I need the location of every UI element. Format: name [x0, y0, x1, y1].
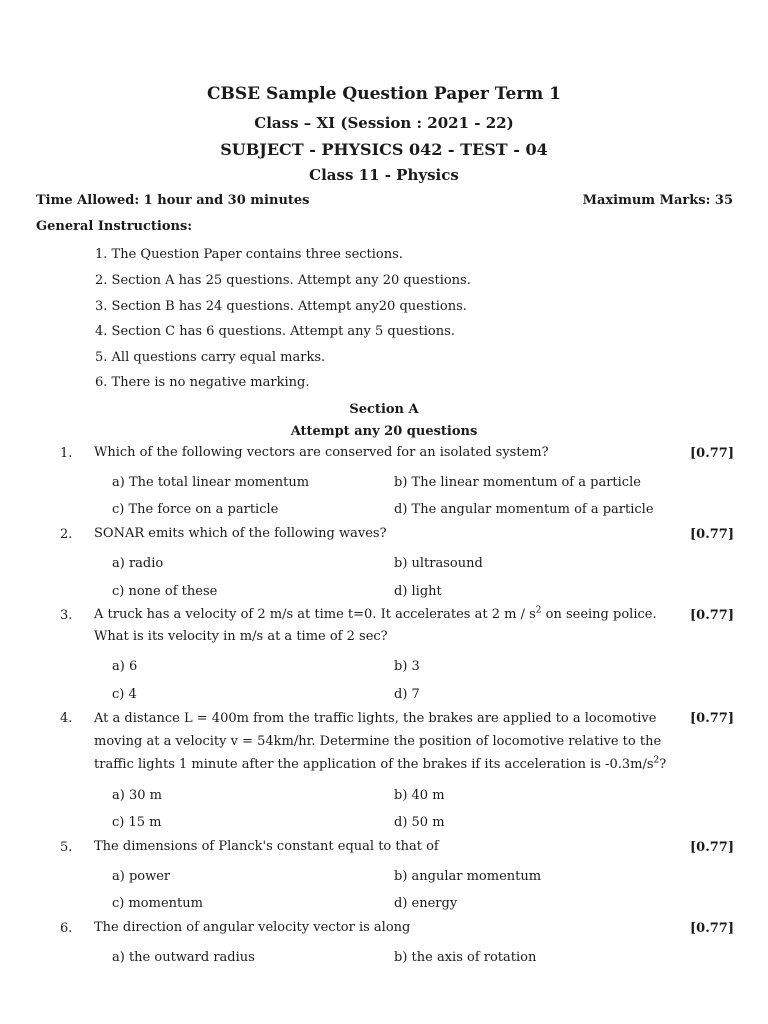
question-text: The dimensions of Planck's constant equal to that of: [94, 839, 439, 854]
section-title: Section A: [349, 402, 419, 417]
instruction-item: 2. Section A has 25 questions. Attempt any 20 questions.: [95, 273, 471, 288]
question-text: The direction of angular velocity vector is along: [94, 920, 411, 935]
general-instructions-heading: General Instructions:: [36, 219, 193, 234]
option-a: a) The total linear momentum: [112, 475, 310, 490]
instruction-item: 1. The Question Paper contains three sections.: [95, 247, 403, 262]
option-b: b) angular momentum: [394, 869, 542, 884]
question-number: 3.: [60, 608, 73, 623]
option-a: a) power: [112, 869, 171, 884]
instruction-item: 3. Section B has 24 questions. Attempt any20 questions.: [95, 299, 467, 314]
maximum-marks: Maximum Marks: 35: [582, 193, 733, 208]
option-a: a) radio: [112, 556, 164, 571]
instruction-item: 4. Section C has 6 questions. Attempt any 5 questions.: [95, 324, 455, 339]
question-number: 1.: [60, 446, 73, 461]
question-marks: [0.77]: [690, 840, 734, 855]
question-text: [94, 604, 686, 648]
question-marks: [0.77]: [690, 527, 734, 542]
class-session: Class – XI (Session : 2021 - 22): [254, 114, 514, 132]
option-a: a) the outward radius: [112, 950, 255, 965]
question-number: 5.: [60, 840, 73, 855]
option-b: b) 40 m: [394, 788, 445, 803]
option-b: b) The linear momentum of a particle: [394, 475, 641, 490]
superscript: 2: [653, 755, 660, 766]
superscript: 2: [535, 605, 542, 616]
question-number: 4.: [60, 711, 73, 726]
question-marks: [0.77]: [690, 921, 734, 936]
instruction-item: 5. All questions carry equal marks.: [95, 350, 326, 365]
question-marks: [0.77]: [690, 608, 734, 623]
time-allowed: Time Allowed: 1 hour and 30 minutes: [36, 193, 310, 208]
question-text: [94, 707, 686, 776]
option-d: d) energy: [394, 896, 458, 911]
option-a: a) 30 m: [112, 788, 162, 803]
option-b: b) 3: [394, 659, 420, 674]
question-marks: [0.77]: [690, 711, 734, 726]
option-c: c) 15 m: [112, 815, 162, 830]
option-d: d) The angular momentum of a particle: [394, 502, 654, 517]
question-text-part: At a distance L = 400m from the traffic lights, the brakes are applied to a locomotive moving at a velocity v = 54km/hr. Determine the position of locomotive relative to the traffic lights 1 minute after the application of the brakes if its acceleration is -0.3m/s: [94, 711, 662, 772]
option-a: a) 6: [112, 659, 138, 674]
instruction-item: 6. There is no negative marking.: [95, 375, 310, 390]
class-subject: Class 11 - Physics: [309, 166, 459, 184]
option-b: b) ultrasound: [394, 556, 483, 571]
option-c: c) momentum: [112, 896, 203, 911]
option-b: b) the axis of rotation: [394, 950, 537, 965]
option-c: c) none of these: [112, 584, 218, 599]
section-subtitle: Attempt any 20 questions: [290, 424, 478, 439]
option-d: d) light: [394, 584, 442, 599]
question-text-part: on seeing police. What is its velocity in m/s at a time of 2 sec?: [94, 607, 657, 644]
question-text: Which of the following vectors are conserved for an isolated system?: [94, 445, 549, 460]
paper-title: CBSE Sample Question Paper Term 1: [206, 84, 562, 104]
question-text: SONAR emits which of the following waves?: [94, 526, 387, 541]
question-text-part: A truck has a velocity of 2 m/s at time t=0. It accelerates at 2 m / s: [94, 607, 536, 622]
question-marks: [0.77]: [690, 446, 734, 461]
question-text-part: ?: [659, 757, 667, 772]
option-c: c) 4: [112, 687, 137, 702]
subject-line: SUBJECT - PHYSICS 042 - TEST - 04: [220, 140, 548, 159]
question-number: 6.: [60, 921, 73, 936]
option-d: d) 50 m: [394, 815, 445, 830]
option-d: d) 7: [394, 687, 420, 702]
option-c: c) The force on a particle: [112, 502, 279, 517]
question-number: 2.: [60, 527, 73, 542]
